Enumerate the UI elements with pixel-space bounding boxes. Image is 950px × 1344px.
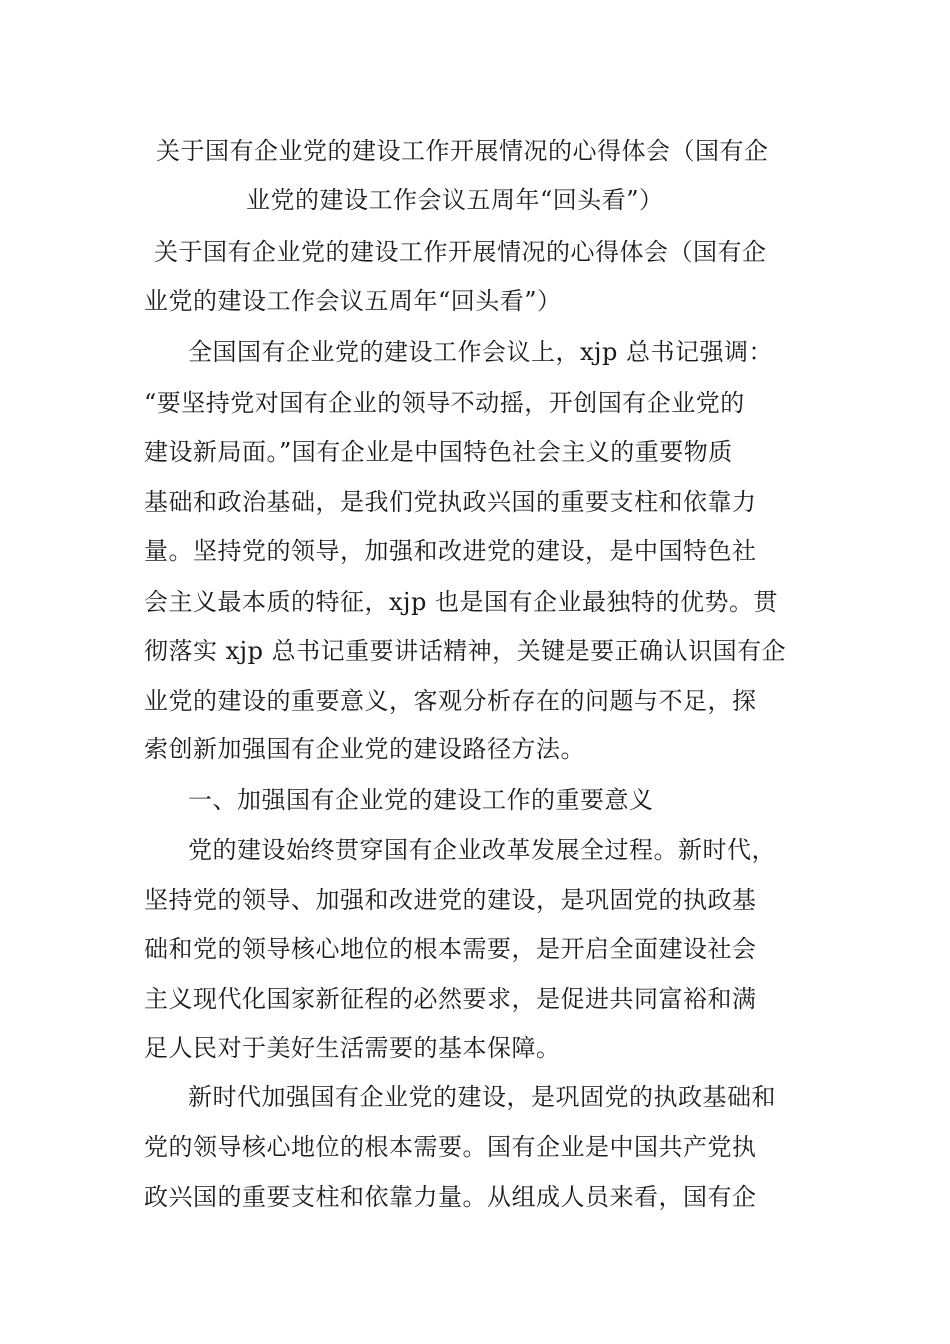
paragraph-2-line-4: 主义现代化国家新征程的必然要求，是促进共同富裕和满 <box>144 985 757 1013</box>
paragraph-2-line-5: 足人民对于美好生活需要的基本保障。 <box>144 1034 561 1062</box>
title-line-2: 业党的建设工作会议五周年“回头看”） <box>246 186 664 214</box>
paragraph-1-line-7: 彻落实 xjp 总书记重要讲话精神，关键是要正确认识国有企 <box>144 637 787 665</box>
paragraph-2-line-3: 础和党的领导核心地位的根本需要，是开启全面建设社会 <box>144 935 757 963</box>
paragraph-1-line-2: “要坚持党对国有企业的领导不动摇，开创国有企业党的 <box>144 389 745 417</box>
paragraph-2-line-2: 坚持党的领导、加强和改进党的建设，是巩固党的执政基 <box>144 886 757 914</box>
paragraph-1-line-3: 建设新局面。”国有企业是中国特色社会主义的重要物质 <box>144 438 733 466</box>
title-line-1: 关于国有企业党的建设工作开展情况的心得体会（国有企 <box>156 137 769 165</box>
paragraph-1-line-1: 全国国有企业党的建设工作会议上，xjp 总书记强调： <box>188 338 773 366</box>
subtitle-line-1: 关于国有企业党的建设工作开展情况的心得体会（国有企 <box>154 238 767 266</box>
paragraph-1-line-8: 业党的建设的重要意义，客观分析存在的问题与不足，探 <box>144 687 757 715</box>
section-heading-1: 一、加强国有企业党的建设工作的重要意义 <box>188 786 654 814</box>
paragraph-3-line-2: 党的领导核心地位的根本需要。国有企业是中国共产党执 <box>144 1133 757 1161</box>
paragraph-1-line-6: 会主义最本质的特征，xjp 也是国有企业最独特的优势。贯 <box>144 588 778 616</box>
paragraph-1-line-4: 基础和政治基础，是我们党执政兴国的重要支柱和依靠力 <box>144 488 757 516</box>
subtitle-line-2: 业党的建设工作会议五周年“回头看”） <box>144 287 562 315</box>
paragraph-2-line-1: 党的建设始终贯穿国有企业改革发展全过程。新时代， <box>188 836 776 864</box>
paragraph-3-line-3: 政兴国的重要支柱和依靠力量。从组成人员来看，国有企 <box>144 1183 757 1211</box>
paragraph-3-line-1: 新时代加强国有企业党的建设，是巩固党的执政基础和 <box>188 1083 776 1111</box>
paragraph-1-line-9: 索创新加强国有企业党的建设路径方法。 <box>144 735 585 763</box>
paragraph-1-line-5: 量。坚持党的领导，加强和改进党的建设，是中国特色社 <box>144 537 757 565</box>
